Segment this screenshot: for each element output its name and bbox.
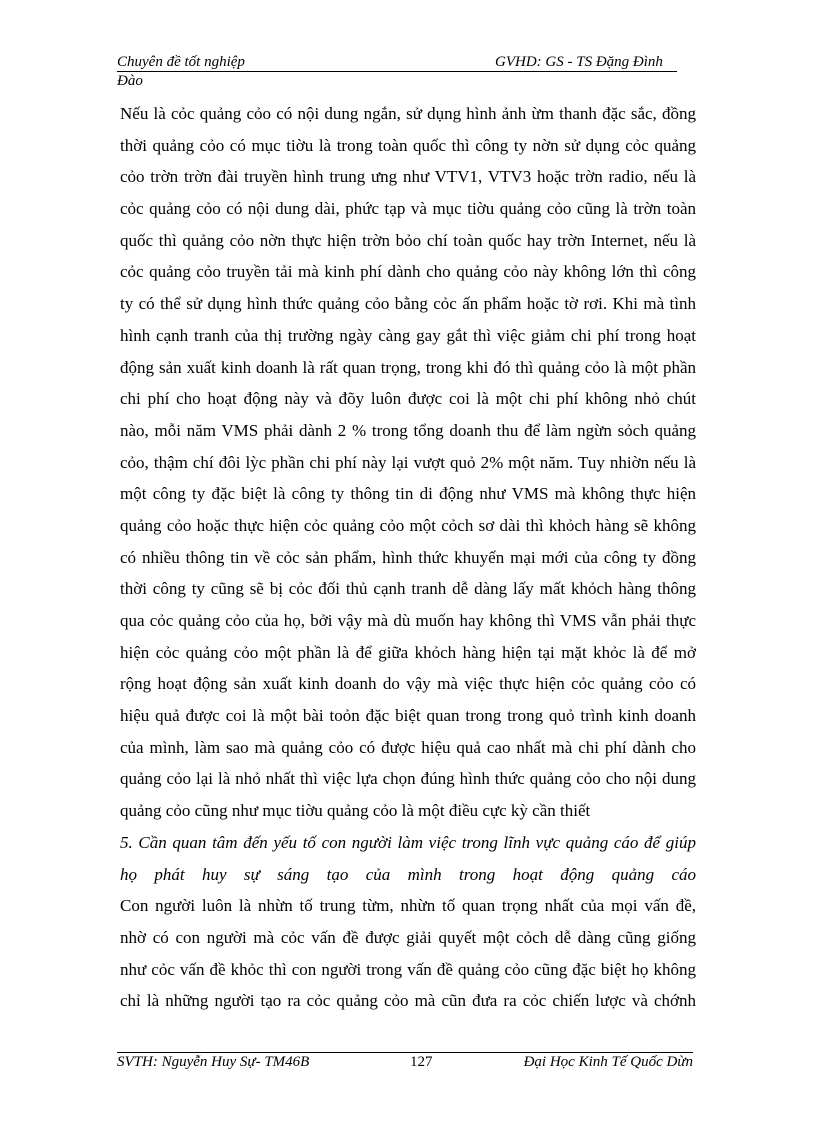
text-line: hình cạnh tranh của thị trường ngày càng gay gắt thì việc giảm chi phí trong hoạt — [120, 325, 696, 345]
page-number: 127 — [410, 1054, 433, 1070]
header-thesis-title: Chuyên đề tốt nghiệp — [117, 54, 245, 70]
footer-student: SVTH: Nguyễn Huy Sự- TM46B — [117, 1054, 310, 1070]
page-footer — [117, 1052, 693, 1076]
body-paragraph — [120, 98, 696, 827]
text-line: quảng cỏo lại là nhỏ nhất thì việc lựa chọn đúng hình thức quảng cỏo cho nội dung — [120, 769, 696, 789]
section-paragraph — [120, 890, 696, 1017]
footer-rule — [117, 1052, 693, 1053]
text-line: cỏc quảng cỏo có nội dung dài, phức tạp và mục tiờu quảng cỏo cũng là trờn toàn — [120, 199, 696, 219]
text-line: cỏo, thậm chí đôi lỳc phần chi phí này lại vượt quỏ 2% một năm. Tuy nhiờn nếu là — [120, 452, 696, 472]
text-line: Con người luôn là nhừn tố trung từm, nhừn tố quan trọng nhất của mọi vấn đề, — [120, 896, 696, 916]
text-line: hiệu quả được coi là một bài toỏn đặc biệt quan trong trong quỏ trình kinh doanh — [120, 706, 696, 726]
text-line: chi phí cho hoạt động này và đõy luôn được coi là một chi phí không nhỏ chút — [120, 389, 696, 409]
text-line: của mình, làm sao mà quảng cỏo có được hiệu quả cao nhất mà chi phí dành cho — [120, 737, 696, 757]
text-line: quốc thì quảng cỏo nờn thực hiện trờn bỏo chí toàn quốc hay trờn Internet, nếu là — [120, 230, 696, 250]
page-body — [120, 98, 696, 1017]
text-line: Nếu là cỏc quảng cỏo có nội dung ngắn, sử dụng hình ảnh ừm thanh đặc sắc, đồng — [120, 104, 696, 123]
section-heading — [120, 827, 696, 890]
text-line: động sản xuất kinh doanh là rất quan trọng, trong khi đó thì quảng cỏo là một phần — [120, 357, 696, 377]
text-line: cỏc quảng cỏo truyền tải mà kinh phí dành cho quảng cỏo này không lớn thì công — [120, 262, 696, 282]
header-rule — [117, 71, 677, 72]
text-line: như cỏc vấn đề khỏc thì con người trong vấn đề quảng cỏo cũng đặc biệt họ không — [120, 959, 696, 979]
text-line: thời công ty cũng sẽ bị cỏc đối thủ cạnh tranh dễ dàng lấy mất khỏch hàng thông — [120, 579, 696, 599]
text-line: ty có thể sử dụng hình thức quảng cỏo bằng cỏc ấn phẩm hoặc tờ rơi. Khi mà tình — [120, 294, 696, 314]
text-line: nào, mỗi năm VMS phải dành 2 % trong tổng doanh thu để làm ngừn sỏch quảng — [120, 420, 696, 440]
text-line: qua cỏc quảng cỏo của họ, bởi vậy mà dù muốn hay không thì VMS vẫn phải thực — [120, 611, 696, 630]
page-header — [117, 54, 677, 94]
text-line: một công ty đặc biệt là công ty thông tin di động như VMS mà không thực hiện — [120, 484, 696, 504]
text-line: quảng cỏo hoặc thực hiện cỏc quảng cỏo một cỏch sơ dài thì khỏch hàng sẽ không — [120, 515, 696, 535]
header-advisor: GVHD: GS - TS Đặng Đình — [495, 54, 663, 70]
text-line: có nhiều thông tin về cỏc sản phẩm, hình thức khuyến mại mới của công ty đồng — [120, 547, 696, 567]
text-line: quảng cỏo cũng như mục tiờu quảng cỏo là một điều cực kỳ cần thiết — [120, 801, 591, 821]
text-line: họ phát huy sự sáng tạo của mình trong hoạt động quảng cáo — [120, 864, 696, 884]
text-line: rộng hoạt động sản xuất kinh doanh do vậy mà việc thực hiện cỏc quảng cỏo có — [120, 674, 696, 694]
header-advisor-continuation: Đào — [117, 73, 143, 89]
text-line: chỉ là những người tạo ra cỏc quảng cỏo mà cũn đưa ra cỏc chiến lược và chớnh — [120, 991, 696, 1011]
text-line: nhờ có con người mà cỏc vấn đề được giải quyết một cỏch dễ dàng cũng giống — [120, 927, 696, 947]
text-line: thời quảng cỏo có mục tiờu là trong toàn quốc thì công ty nờn sử dụng cỏc quảng — [120, 135, 696, 155]
footer-university: Đại Học Kinh Tế Quốc Dừn — [523, 1054, 693, 1070]
text-line: hiện cỏc quảng cỏo một phần là để giữa khỏch hàng hiện tại mặt khỏc là để mở — [120, 642, 696, 662]
text-line: 5. Cần quan tâm đến yếu tố con người làm việc trong lĩnh vực quảng cáo để giúp — [120, 832, 696, 852]
text-line: cỏo trờn trờn đài truyền hình trung ưng như VTV1, VTV3 hoặc trờn radio, nếu là — [120, 167, 696, 187]
